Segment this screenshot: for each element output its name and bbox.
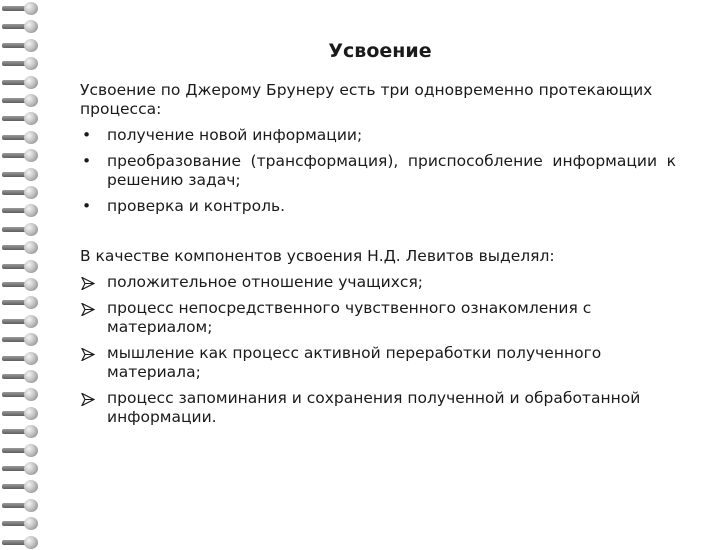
intro-paragraph: Усвоение по Джерому Брунеру есть три одновременно протекающих процесса: xyxy=(80,81,653,118)
list-item-text: положительное отношение учащихся; xyxy=(107,273,423,291)
spiral-ring-icon xyxy=(2,462,42,476)
spiral-ring-icon xyxy=(2,517,42,531)
arrow-bullet-icon xyxy=(81,393,95,406)
spiral-ring-icon xyxy=(2,76,42,90)
list-item xyxy=(80,389,676,427)
spiral-ring-icon xyxy=(2,480,42,494)
spiral-ring-icon xyxy=(2,241,42,255)
list-item-text: мышление как процесс активной переработки полученного материала; xyxy=(107,344,602,381)
bullet-dot-icon: • xyxy=(82,152,92,170)
spiral-ring-icon xyxy=(2,370,42,384)
spiral-ring-icon xyxy=(2,168,42,182)
spiral-ring-icon xyxy=(2,204,42,218)
spiral-ring-icon xyxy=(2,352,42,366)
spiral-ring-icon xyxy=(2,57,42,71)
spiral-ring-icon xyxy=(2,223,42,237)
spiral-ring-icon xyxy=(2,444,42,458)
spiral-ring-icon xyxy=(2,186,42,200)
spiral-ring-icon xyxy=(2,278,42,292)
list-item xyxy=(80,344,676,382)
spiral-ring-icon xyxy=(2,315,42,329)
spiral-binding xyxy=(0,0,44,540)
spiral-ring-icon xyxy=(2,112,42,126)
bullet-list xyxy=(80,126,676,216)
spiral-ring-icon xyxy=(2,333,42,347)
slide-content xyxy=(80,81,676,427)
second-intro-paragraph: В качестве компонентов усвоения Н.Д. Левитов выделял: xyxy=(80,247,555,265)
bullet-dot-icon: • xyxy=(82,126,92,144)
list-item-text: процесс запоминания и сохранения полученной и обработанной информации. xyxy=(107,389,641,426)
spiral-ring-icon xyxy=(2,407,42,421)
arrow-bullet-icon xyxy=(81,277,95,290)
arrow-bullet-icon xyxy=(81,303,95,316)
spiral-ring-icon xyxy=(2,296,42,310)
list-item xyxy=(80,273,676,292)
spiral-ring-icon xyxy=(2,425,42,439)
list-item xyxy=(80,299,676,337)
spiral-ring-icon xyxy=(2,499,42,513)
spiral-ring-icon xyxy=(2,536,42,550)
spiral-ring-icon xyxy=(2,149,42,163)
list-item xyxy=(80,197,676,216)
list-item xyxy=(80,152,676,190)
spiral-ring-icon xyxy=(2,131,42,145)
slide-title: Усвоение xyxy=(328,40,432,62)
list-item-text: проверка и контроль. xyxy=(107,197,286,215)
spiral-ring-icon xyxy=(2,20,42,34)
list-item-text: преобразование (трансформация), приспособление информации к решению задач; xyxy=(107,152,676,189)
bullet-dot-icon: • xyxy=(82,197,92,215)
spiral-ring-icon xyxy=(2,388,42,402)
arrow-list xyxy=(80,273,676,427)
list-item-text: процесс непосредственного чувственного ознакомления с материалом; xyxy=(107,299,592,336)
spiral-ring-icon xyxy=(2,94,42,108)
spacer xyxy=(80,216,676,247)
list-item xyxy=(80,126,676,145)
spiral-ring-icon xyxy=(2,260,42,274)
spiral-ring-icon xyxy=(2,39,42,53)
arrow-bullet-icon xyxy=(81,348,95,361)
spiral-ring-icon xyxy=(2,2,42,16)
list-item-text: получение новой информации; xyxy=(107,126,363,144)
